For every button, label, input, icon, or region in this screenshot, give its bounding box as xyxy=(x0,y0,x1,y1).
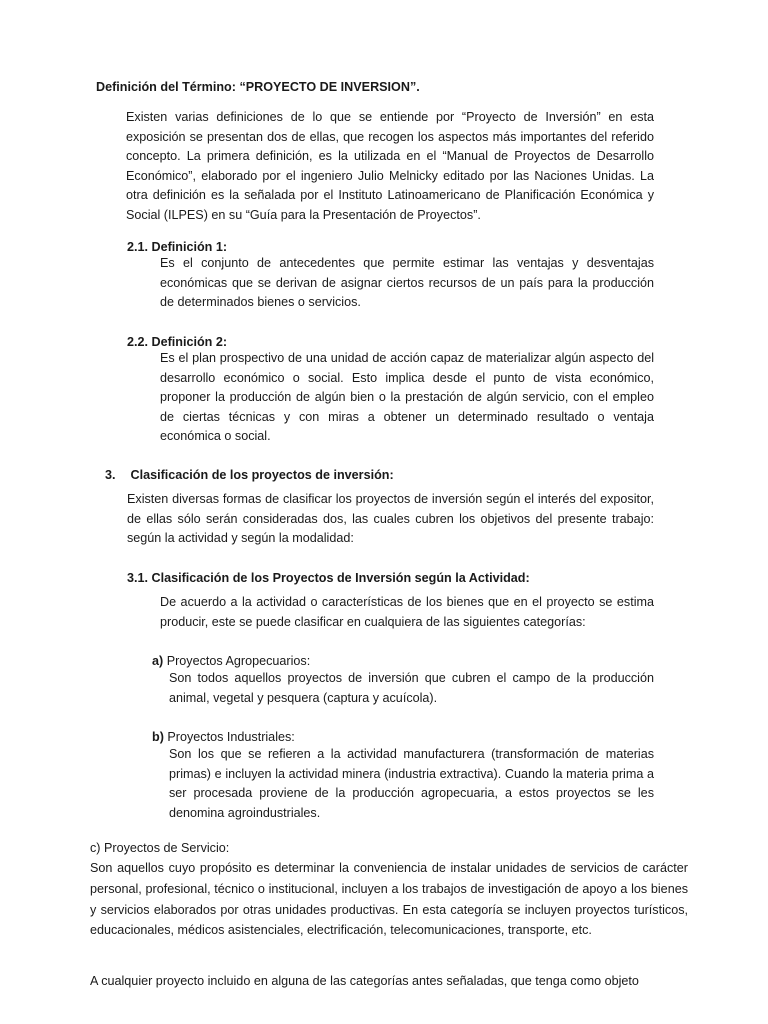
category-b-text: Son los que se refieren a la actividad manufacturera (transformación de materias primas) e incluyen la actividad minera (industria extractiva). Cuando la materia prima a ser procesada proviene de la producción agropecuaria, a estos proyectos se les denomina agroindustriales. xyxy=(169,747,654,820)
document-title: Definición del Término: “PROYECTO DE INVERSION”. xyxy=(96,80,420,94)
category-a-heading xyxy=(152,653,310,669)
section-3-text: Existen diversas formas de clasificar los proyectos de inversión según el interés del expositor, de ellas sólo serán consideradas dos, las cuales cubren los objetivos del presente trabajo: según la actividad y según la modalidad: xyxy=(127,492,654,545)
definition-1-heading: 2.1. Definición 1: xyxy=(127,240,228,254)
category-a-title: Proyectos Agropecuarios: xyxy=(166,654,311,668)
category-b-title: Proyectos Industriales: xyxy=(167,730,295,744)
definition-2-text: Es el plan prospectivo de una unidad de acción capaz de materializar algún aspecto del desarrollo económico o social. Esto implica desde el punto de vista económico, proponer la producción de algún bien o la prestación de algún servicio, con el empleo de ciertas técnicas y con miras a obtener un determinado resultado o ventaja económica o social. xyxy=(160,351,654,443)
section-3-number: 3. xyxy=(105,468,116,482)
category-b-letter: b) xyxy=(152,730,164,744)
category-c-text: Son aquellos cuyo propósito es determinar la conveniencia de instalar unidades de servicios de carácter personal, profesional, técnico o institucional, incluyen a los trabajos de investigación de apoyo a los bienes y servicios elaborados por otras unidades productivas. En esta categoría se incluyen proyectos turísticos, educacionales, médicos asistenciales, electrificación, telecomunicaciones, transporte, etc. xyxy=(90,861,688,938)
category-c-heading: c) Proyectos de Servicio: xyxy=(90,841,230,855)
section-3-heading xyxy=(105,467,394,483)
section-3-1-text: De acuerdo a la actividad o características de los bienes que en el proyecto se estima producir, este se puede clasificar en cualquiera de las siguientes categorías: xyxy=(160,595,654,629)
definition-2-heading: 2.2. Definición 2: xyxy=(127,335,228,349)
definition-1-text: Es el conjunto de antecedentes que permite estimar las ventajas y desventajas económicas que se derivan de asignar ciertos recursos de un país para la producción de determinados bienes o servicios. xyxy=(160,256,654,309)
section-3-title: Clasificación de los proyectos de inversión: xyxy=(130,468,394,482)
category-a-text: Son todos aquellos proyectos de inversión que cubren el campo de la producción animal, vegetal y pesquera (captura y acuícola). xyxy=(169,671,654,705)
category-a-letter: a) xyxy=(152,654,164,668)
category-b-heading xyxy=(152,729,295,745)
section-3-1-heading: 3.1. Clasificación de los Proyectos de Inversión según la Actividad: xyxy=(127,571,530,585)
intro-paragraph: Existen varias definiciones de lo que se entiende por “Proyecto de Inversión” en esta exposición se presentan dos de ellas, que recogen los aspectos más importantes del referido concepto. La primera definición, es la utilizada en el “Manual de Proyectos de Desarrollo Económico”, elaborado por el ingeniero Julio Melnicky editado por las Naciones Unidas. La otra definición es la señalada por el Instituto Latinoamericano de Planificación Económica y Social (ILPES) en su “Guía para la Presentación de Proyectos”. xyxy=(126,110,654,222)
closing-paragraph: A cualquier proyecto incluido en alguna de las categorías antes señaladas, que tenga como objeto xyxy=(90,974,639,988)
